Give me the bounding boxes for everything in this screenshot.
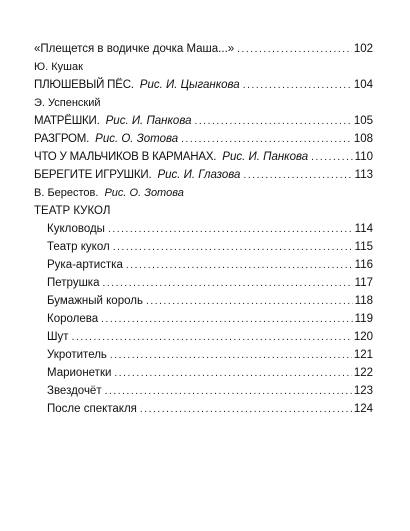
toc-entry-title: Бумажный король [47,295,143,307]
toc-page-number: 108 [353,133,373,145]
table-of-contents [34,40,373,418]
toc-section-title: ТЕАТР КУКОЛ [34,205,111,217]
toc-page-number: 117 [354,277,373,289]
dot-leader [105,383,352,401]
toc-entry-title: БЕРЕГИТЕ ИГРУШКИ. [34,169,152,181]
toc-entry-title: Звездочёт [47,385,102,397]
dot-leader [243,77,352,95]
toc-sub-entry[interactable] [34,238,373,256]
dot-leader [113,239,353,257]
toc-page-number: 105 [353,115,373,127]
toc-sub-entry[interactable] [34,220,373,238]
toc-entry-title: Кукловоды [47,223,105,235]
toc-page-number: 102 [353,43,373,55]
dot-leader [140,401,352,419]
toc-sub-entry[interactable] [34,274,373,292]
toc-entry-title: Марионетки [47,367,112,379]
toc-author-credit: Рис. О. Зотова [104,187,184,199]
dot-leader [194,113,351,131]
toc-entry-title: Шут [47,331,69,343]
toc-entry-title: «Плещется в водичке дочка Маша...» [34,43,235,55]
toc-page-number: 122 [353,367,373,379]
toc-author-name: В. Берестов. [34,187,99,199]
dot-leader [311,149,353,167]
toc-author [34,94,373,112]
toc-entry-title: Укротитель [47,349,107,361]
toc-page-number: 115 [354,241,373,253]
toc-entry-title: РАЗГРОМ. [34,133,90,145]
toc-sub-entry[interactable] [34,400,373,418]
toc-entry-credit: Рис. И. Глазова [157,169,241,181]
toc-page-number: 123 [353,385,373,397]
toc-entry-title: ПЛЮШЕВЫЙ ПЁС. [34,79,134,91]
toc-sub-entry[interactable] [34,364,373,382]
toc-entry-credit: Рис. О. Зотова [95,133,179,145]
toc-entry-credit: Рис. И. Панкова [222,151,309,163]
toc-entry-title: Театр кукол [47,241,110,253]
toc-page-number: 120 [353,331,373,343]
toc-page-number: 113 [354,169,373,181]
dot-leader [72,329,352,347]
toc-author [34,184,373,202]
dot-leader [243,167,352,185]
toc-sub-entry[interactable] [34,382,373,400]
toc-entry-title: ЧТО У МАЛЬЧИКОВ В КАРМАНАХ. [34,151,217,163]
toc-entry[interactable] [34,148,373,166]
dot-leader [126,257,353,275]
dot-leader [101,311,353,329]
toc-entry-credit: Рис. И. Цыганкова [139,79,240,91]
toc-entry-credit: Рис. И. Панкова [105,115,192,127]
toc-entry[interactable] [34,112,373,130]
toc-page-number: 119 [354,313,373,325]
toc-entry-title: Петрушка [47,277,100,289]
toc-entry-title: После спектакля [47,403,137,415]
toc-entry[interactable] [34,130,373,148]
toc-sub-entry[interactable] [34,346,373,364]
toc-entry[interactable] [34,40,373,58]
toc-page-number: 114 [354,223,373,235]
dot-leader [237,41,352,59]
toc-sub-entry[interactable] [34,256,373,274]
toc-page-number: 104 [353,79,373,91]
toc-page-number: 110 [354,151,373,163]
dot-leader [102,275,352,293]
dot-leader [114,365,351,383]
dot-leader [181,131,352,149]
dot-leader [146,293,353,311]
toc-page-number: 121 [353,349,373,361]
dot-leader [110,347,352,365]
toc-entry-title: Королева [47,313,99,325]
toc-page-number: 124 [353,403,373,415]
toc-entry[interactable] [34,76,373,94]
toc-sub-entry[interactable] [34,292,373,310]
toc-author-name: Ю. Кушак [34,61,83,73]
toc-sub-entry[interactable] [34,328,373,346]
toc-entry-title: Рука-артистка [47,259,123,271]
toc-author [34,58,373,76]
toc-author-name: Э. Успенский [34,97,101,109]
toc-section-heading [34,202,373,220]
toc-sub-entry[interactable] [34,310,373,328]
dot-leader [108,221,353,239]
toc-entry-title: МАТРЁШКИ. [34,115,100,127]
toc-entry[interactable] [34,166,373,184]
toc-page-number: 118 [354,295,373,307]
toc-page-number: 116 [354,259,373,271]
